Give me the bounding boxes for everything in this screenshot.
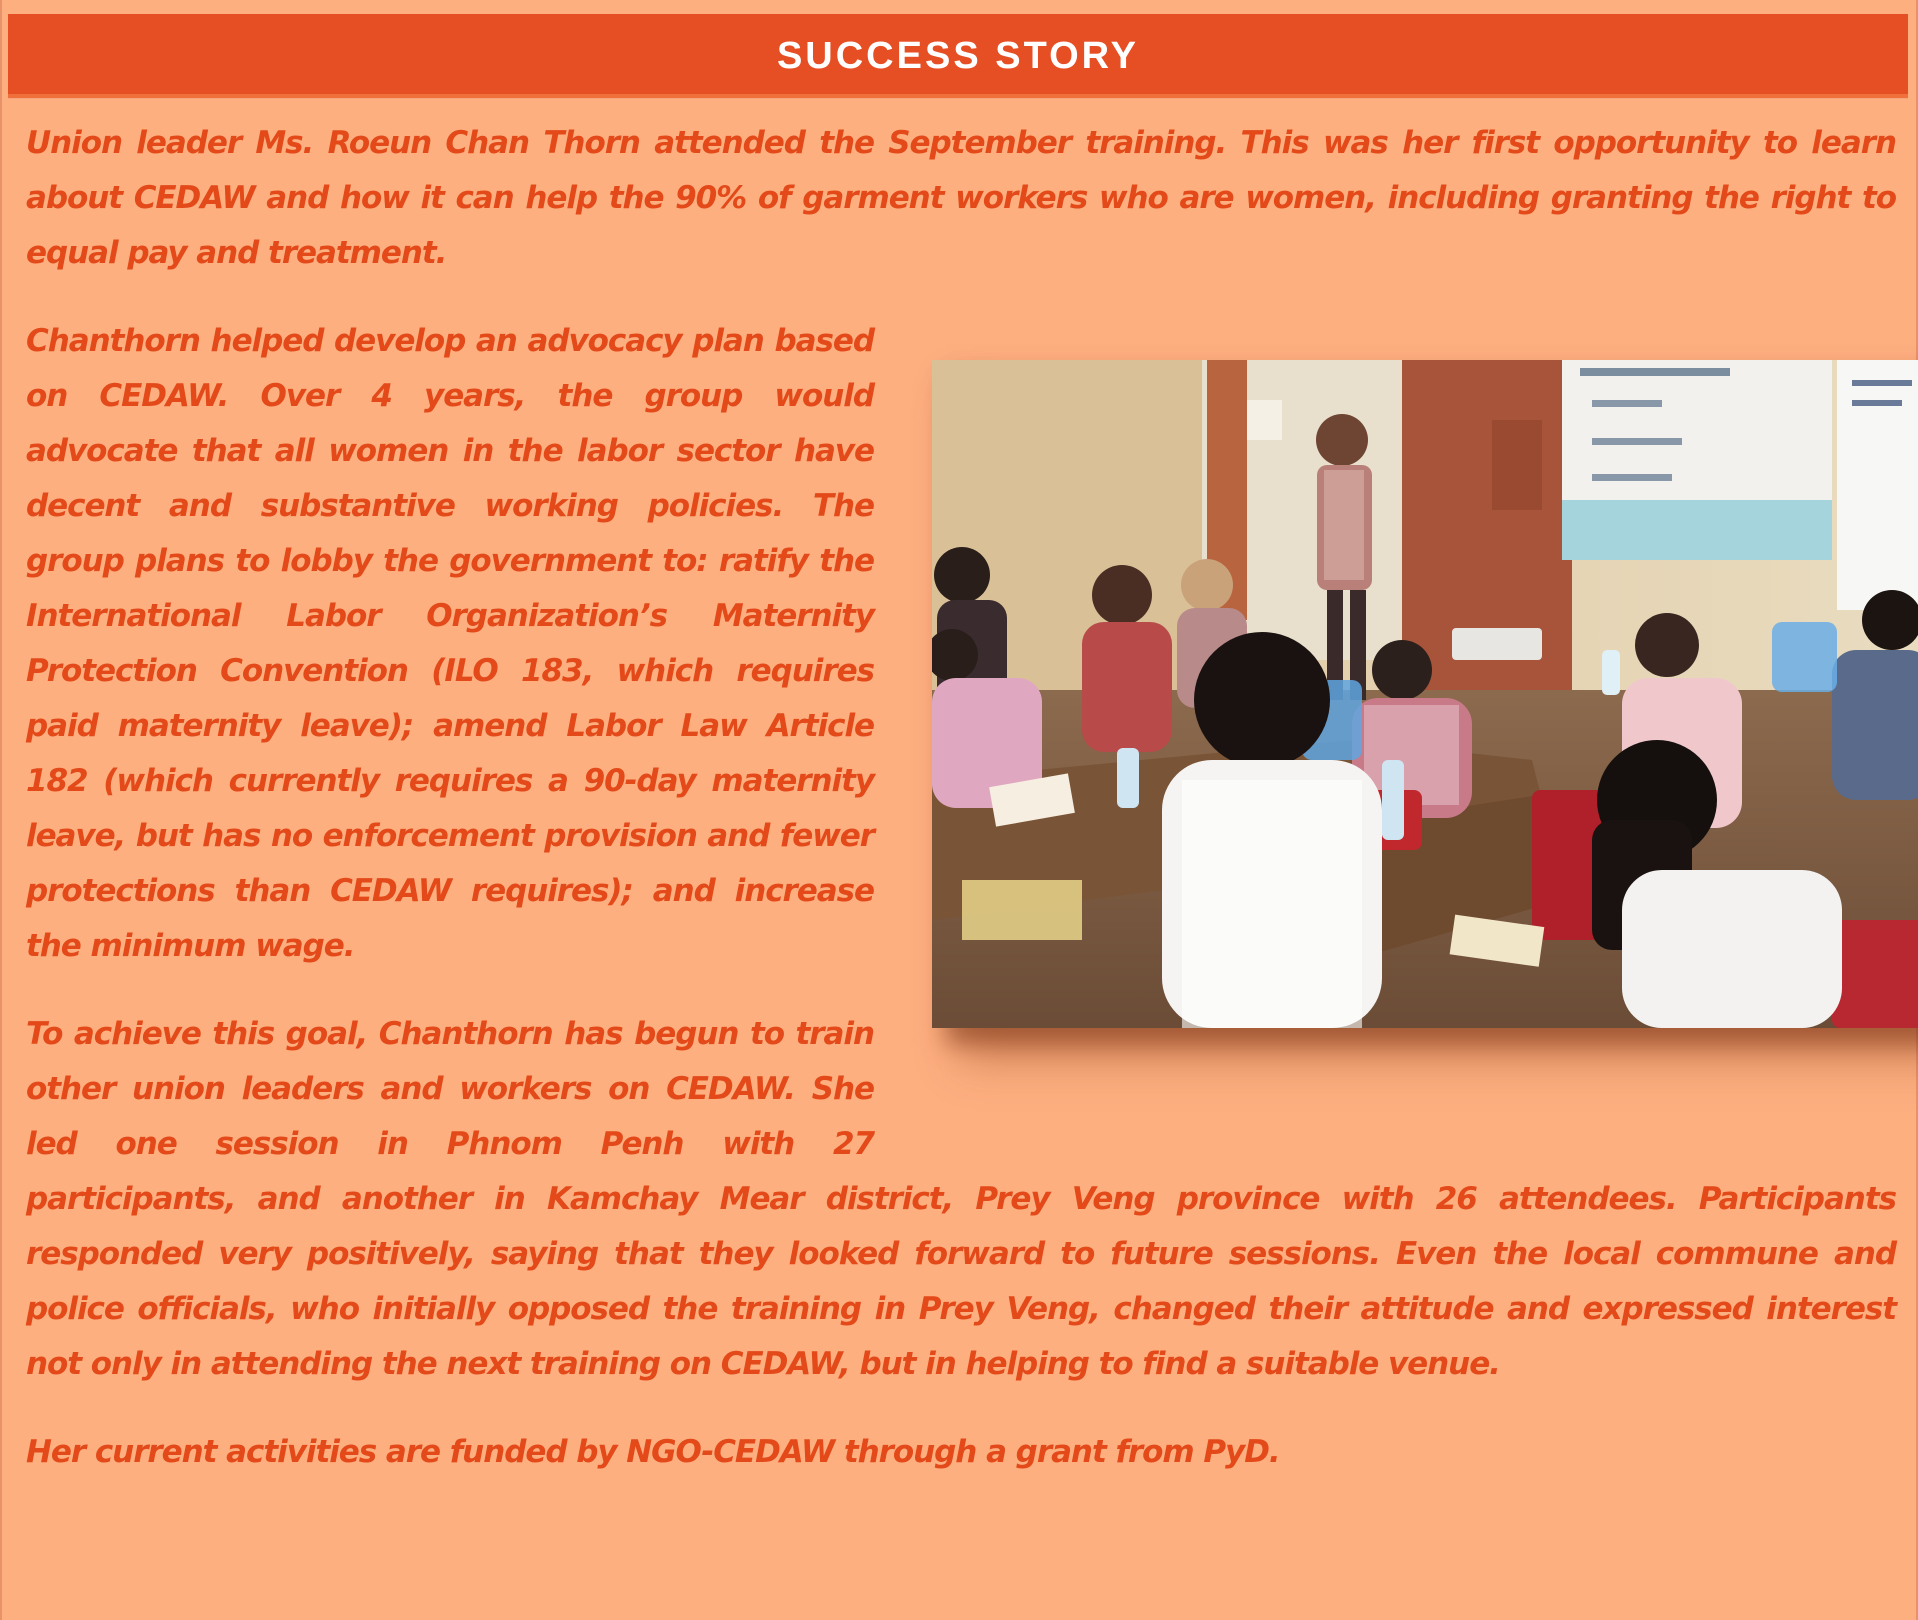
story-paragraph-funding: Her current activities are funded by NGO-CEDAW through a grant from PyD. <box>26 1434 1280 1470</box>
page-title: SUCCESS STORY <box>776 34 1140 77</box>
story-paragraph-training-sessions: To achieve this goal, Chanthorn has begun to train other union leaders and workers on CEDAW. She led one session in Phnom Penh with 27 participants, and another in Kamchay Mear district, Prey Veng province with 26 attendees. Participants responded very positively, saying that they looked forward to future sessions. Even the local commune and police officials, who initially opposed the training in Prey Veng, changed their attitude and expressed interest not only in attending the next training on CEDAW, but in helping to find a suitable venue. <box>26 1016 1896 1382</box>
story-paragraph-advocacy-plan: Chanthorn helped develop an advocacy plan based on CEDAW. Over 4 years, the group would advocate that all women in the labor sector have decent and substantive working policies. The group plans to lobby the government to: ratify the International Labor Organization’s Maternity Protection Convention (ILO 183, which requires paid maternity leave); amend Labor Law Article 182 (which currently requires a 90-day maternity leave, but has no enforcement provision and fewer protections than CEDAW requires); and increase the minimum wage. <box>26 323 874 964</box>
training-photo-container <box>874 320 1896 1162</box>
success-story-banner <box>8 14 1908 98</box>
story-paragraph-intro: Union leader Ms. Roeun Chan Thorn attended the September training. This was her first opportunity to learn about CEDAW and how it can help the 90% of garment workers who are women, including granting the right to equal pay and treatment. <box>26 125 1896 271</box>
training-session-illustration <box>932 360 1918 1028</box>
training-session-photo <box>932 360 1918 1028</box>
story-body <box>26 116 1896 1513</box>
